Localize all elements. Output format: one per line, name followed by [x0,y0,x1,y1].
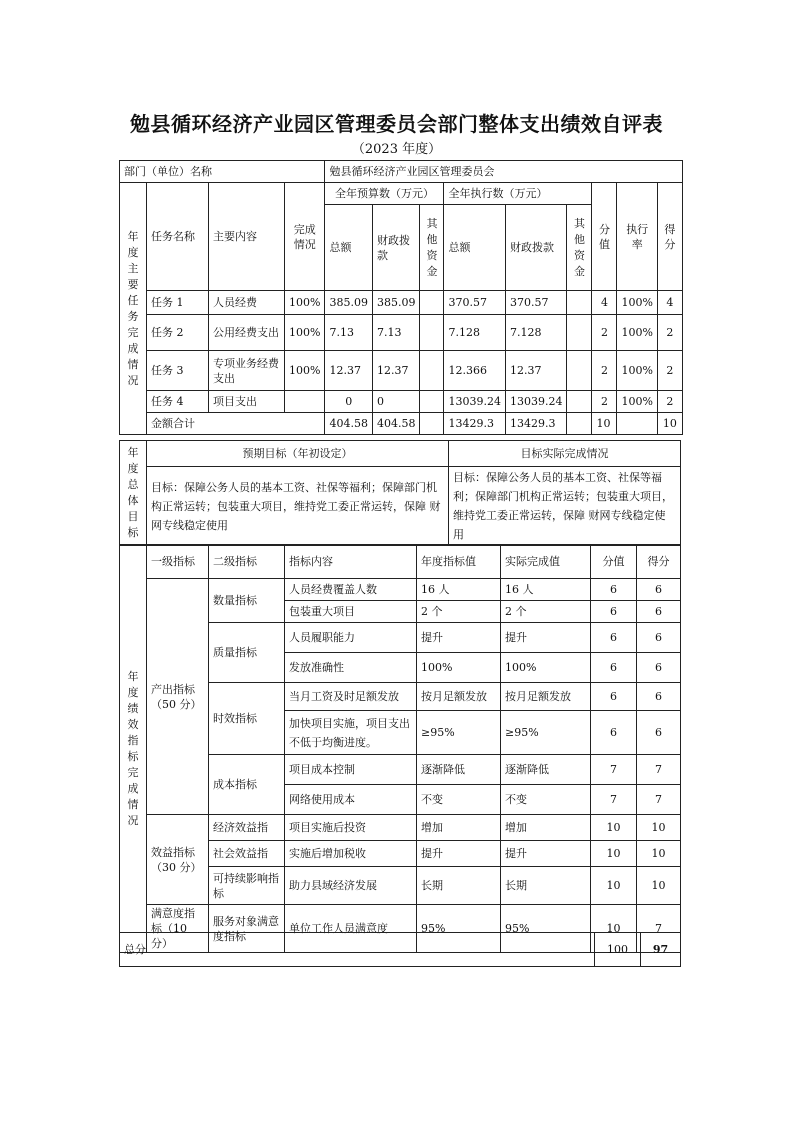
indicator-score: 6 [637,601,681,623]
indicator-content: 项目实施后投资 [285,815,417,841]
table-row [120,391,683,413]
indicator-level2: 社会效益指 [209,841,285,867]
indicator-score: 6 [637,683,681,711]
task-value: 2 [592,351,617,391]
exec-fiscal: 370.57 [505,291,567,315]
indicator-score: 6 [637,623,681,653]
header-exec-fiscal: 财政拨款 [505,205,567,291]
header-budget-group: 全年预算数（万元） [325,183,444,205]
table-row [120,291,683,315]
sum-budget-fiscal: 404.58 [372,413,420,435]
indicator-target: 提升 [417,841,501,867]
output-indicator-label: 产出指标（50 分） [147,579,209,815]
exec-fiscal: 7.128 [505,315,567,351]
task-completion [285,391,325,413]
indicator-target: 按月足额发放 [417,683,501,711]
task-value: 2 [592,315,617,351]
indicator-content: 发放准确性 [285,653,417,683]
indicator-value: 6 [591,653,637,683]
indicator-content: 包装重大项目 [285,601,417,623]
indicator-score: 6 [637,711,681,755]
task-content: 项目支出 [209,391,285,413]
indicator-target: ≥95% [417,711,501,755]
task-content: 专项业务经费支出 [209,351,285,391]
exec-total: 12.366 [444,351,506,391]
header-content: 指标内容 [285,545,417,579]
task-score: 4 [657,291,682,315]
indicator-actual: 提升 [501,841,591,867]
indicator-actual: ≥95% [501,711,591,755]
indicator-target: 100% [417,653,501,683]
expected-goal-header: 预期目标（年初设定） [147,441,449,467]
actual-goal-text: 目标：保障公务人员的基本工资、社保等福利；保障部门机构正常运转；包装重大项目，维持党工委正常运转，保障 财网专线稳定使用 [449,467,681,546]
indicator-level2: 经济效益指 [209,815,285,841]
quantity-indicator-label: 数量指标 [209,579,285,623]
dept-value: 勉县循环经济产业园区管理委员会 [325,161,682,183]
sum-label: 金额合计 [147,413,325,435]
sum-exec-total: 13429.3 [444,413,506,435]
header-level1: 一级指标 [147,545,209,579]
page-title: 勉县循环经济产业园区管理委员会部门整体支出绩效自评表 [130,112,663,136]
header-score: 得分 [657,183,682,291]
task-completion: 100% [285,315,325,351]
task-rate: 100% [617,315,657,351]
indicator-score: 7 [637,785,681,815]
budget-total: 7.13 [325,315,373,351]
task-name: 任务 1 [147,291,209,315]
tasks-side-label: 年 度 主 要 任 务 完 成 情 况 [120,183,147,435]
table-row [120,351,683,391]
indicator-content: 人员经费覆盖人数 [285,579,417,601]
indicator-value: 6 [591,683,637,711]
indicator-value: 7 [591,755,637,785]
indicator-score: 10 [637,867,681,905]
indicator-score: 10 [637,815,681,841]
indicator-score: 7 [637,755,681,785]
budget-fiscal: 12.37 [372,351,420,391]
task-name: 任务 4 [147,391,209,413]
task-name: 任务 2 [147,315,209,351]
indicator-value: 6 [591,623,637,653]
budget-fiscal: 0 [372,391,420,413]
indicator-content: 当月工资及时足额发放 [285,683,417,711]
sum-exec-fiscal: 13429.3 [505,413,567,435]
indicator-content: 加快项目实施，项目支出不低于均衡进度。 [285,711,417,755]
quality-indicator-label: 质量指标 [209,623,285,683]
header-target: 年度指标值 [417,545,501,579]
indicator-score: 6 [637,653,681,683]
total-score: 97 [641,933,681,967]
header-task-name: 任务名称 [147,183,209,291]
sum-budget-total: 404.58 [325,413,373,435]
indicator-target: 95% [417,905,501,953]
indicator-value: 10 [591,815,637,841]
indicator-content: 实施后增加税收 [285,841,417,867]
total-value: 100 [595,933,641,967]
table-row [120,579,681,601]
indicator-actual: 提升 [501,623,591,653]
indicator-actual: 长期 [501,867,591,905]
indicator-target: 长期 [417,867,501,905]
budget-other [420,291,444,315]
task-completion: 100% [285,291,325,315]
indicator-level2: 可持续影响指标 [209,867,285,905]
budget-other [420,315,444,351]
header-budget-total: 总额 [325,205,373,291]
exec-total: 7.128 [444,315,506,351]
indicator-value: 10 [591,841,637,867]
indicator-value: 6 [591,711,637,755]
sum-row [120,413,683,435]
header-exec-group: 全年执行数（万元） [444,183,592,205]
exec-other [567,391,592,413]
sum-score: 10 [657,413,682,435]
indicator-target: 2 个 [417,601,501,623]
header-exec-other: 其 他 资 金 [567,205,592,291]
header-budget-other: 其 他 资 金 [420,205,444,291]
header-level2: 二级指标 [209,545,285,579]
benefit-indicator-label: 效益指标（30 分） [147,815,209,905]
indicator-target: 不变 [417,785,501,815]
budget-total: 12.37 [325,351,373,391]
task-value: 4 [592,291,617,315]
indicator-target: 16 人 [417,579,501,601]
total-table [119,932,681,967]
task-rate: 100% [617,391,657,413]
task-score: 2 [657,315,682,351]
exec-total: 370.57 [444,291,506,315]
exec-other [567,315,592,351]
task-score: 2 [657,391,682,413]
indicator-actual: 95% [501,905,591,953]
indicator-actual: 逐渐降低 [501,755,591,785]
indicator-score: 7 [637,905,681,953]
task-completion: 100% [285,351,325,391]
satisfaction-indicator-label: 满意度指标（10 分） [147,905,209,953]
header-score-value: 分值 [592,183,617,291]
task-content: 人员经费 [209,291,285,315]
total-label: 总分 [120,933,595,967]
header-main-content: 主要内容 [209,183,285,291]
task-name: 任务 3 [147,351,209,391]
header-exec-total: 总额 [444,205,506,291]
indicator-target: 提升 [417,623,501,653]
budget-total: 0 [325,391,373,413]
indicator-value: 7 [591,785,637,815]
indicator-value: 10 [591,905,637,953]
header-actual: 实际完成值 [501,545,591,579]
indicator-content: 人员履职能力 [285,623,417,653]
header-budget-fiscal: 财政拨款 [372,205,420,291]
goals-side-label: 年 度 总 体 目 标 [120,441,147,546]
indicator-score: 10 [637,841,681,867]
page-subtitle: （2023 年度） [351,142,442,157]
goals-table [119,440,681,546]
budget-other [420,391,444,413]
indicator-target: 逐渐降低 [417,755,501,785]
dept-label: 部门（单位）名称 [120,161,325,183]
tasks-table [119,160,683,435]
task-score: 2 [657,351,682,391]
indicator-content: 单位工作人员满意度 [285,905,417,953]
budget-fiscal: 7.13 [372,315,420,351]
exec-other [567,291,592,315]
budget-fiscal: 385.09 [372,291,420,315]
indicator-target: 增加 [417,815,501,841]
indicator-value: 6 [591,579,637,601]
indicator-actual: 2 个 [501,601,591,623]
task-value: 2 [592,391,617,413]
exec-fiscal: 13039.24 [505,391,567,413]
budget-other [420,351,444,391]
header-completion: 完成情况 [285,183,325,291]
indicator-content: 助力县域经济发展 [285,867,417,905]
header-exec-rate: 执行率 [617,183,657,291]
indicator-score: 6 [637,579,681,601]
indicator-content: 项目成本控制 [285,755,417,785]
satisfaction-level2: 服务对象满意度指标 [209,905,285,953]
indicators-table [119,544,681,953]
table-row [120,815,681,841]
sum-value: 10 [592,413,617,435]
cost-indicator-label: 成本指标 [209,755,285,815]
indicator-value: 6 [591,601,637,623]
indicator-actual: 按月足额发放 [501,683,591,711]
actual-goal-header: 目标实际完成情况 [449,441,681,467]
indicator-actual: 增加 [501,815,591,841]
indicator-content: 网络使用成本 [285,785,417,815]
table-row [120,315,683,351]
timeliness-indicator-label: 时效指标 [209,683,285,755]
task-rate: 100% [617,291,657,315]
task-content: 公用经费支出 [209,315,285,351]
indicators-side-label: 年 度 绩 效 指 标 完 成 情 况 [120,545,147,953]
indicator-value: 10 [591,867,637,905]
header-value: 分值 [591,545,637,579]
exec-other [567,351,592,391]
task-rate: 100% [617,351,657,391]
header-score: 得分 [637,545,681,579]
indicator-actual: 不变 [501,785,591,815]
expected-goal-text: 目标：保障公务人员的基本工资、社保等福利；保障部门机构正常运转；包装重大项目，维持党工委正常运转，保障 财网专线稳定使用 [147,467,449,546]
indicator-actual: 16 人 [501,579,591,601]
exec-fiscal: 12.37 [505,351,567,391]
indicator-actual: 100% [501,653,591,683]
budget-total: 385.09 [325,291,373,315]
exec-total: 13039.24 [444,391,506,413]
